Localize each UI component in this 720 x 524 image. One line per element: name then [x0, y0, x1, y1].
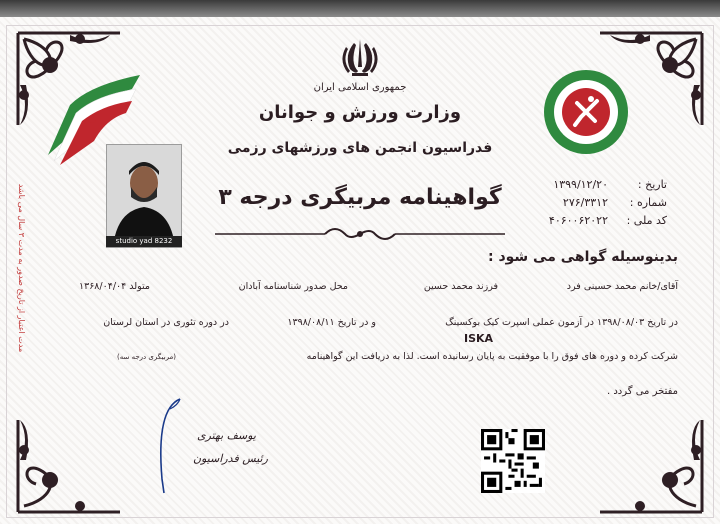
completion-text: شرکت کرده و دوره های فوق را با موفقیت به پایان رسانیده است. لذا به دریافت این گواهینامه — [306, 351, 678, 362]
national-code-value: ۴۰۶۰۰۶۲۰۲۲ — [548, 214, 608, 227]
intro-text: بدینوسیله گواهی می شود : — [487, 249, 678, 265]
date-label: تاریخ : — [637, 178, 667, 191]
number-value: ۲۷۶/۳۳۱۲ — [562, 196, 608, 209]
title-divider-ornament — [215, 223, 505, 245]
photo-caption: studio yad 8232 — [106, 236, 182, 247]
honored-text: مفتخر می گردد . — [607, 386, 678, 397]
issue-place: محل صدور شناسنامه آبادان — [238, 281, 348, 292]
exam-theory-date: و در تاریخ ۱۳۹۸/۰۸/۱۱ — [287, 317, 376, 328]
birth-date: متولد ۱۳۶۸/۰۴/۰۴ — [79, 281, 150, 292]
qr-code-icon — [481, 429, 545, 493]
iska-text: ISKA — [464, 332, 494, 345]
window-top-bar — [0, 0, 720, 17]
federation-text: فدراسیون انجمن های ورزشهای رزمی — [227, 140, 493, 156]
date-value: ۱۳۹۹/۱۲/۲۰ — [553, 178, 608, 191]
corner-ornament-bottom-left — [10, 410, 130, 520]
holder-photo — [106, 144, 182, 248]
republic-text: جمهوری اسلامی ایران — [313, 82, 407, 93]
exam-theory-place: در دوره تئوری در استان لرستان — [103, 317, 229, 328]
federation-logo-icon — [541, 67, 631, 157]
signatory-role: رئیس فدراسیون — [193, 452, 268, 465]
father-name: فرزند محمد حسین — [423, 281, 498, 292]
exam-practical: در تاریخ ۱۳۹۸/۰۸/۰۳ در آزمون عملی اسپرت کیک بوکسینگ — [445, 317, 678, 328]
signatory-name: یوسف بهتری — [197, 429, 256, 442]
certificate-title: گواهینامه مربیگری درجه ۳ — [218, 185, 502, 210]
certificate — [0, 17, 720, 524]
ministry-text: وزارت ورزش و جوانان — [258, 102, 462, 123]
corner-ornament-bottom-right — [590, 410, 710, 520]
holder-name: آقای/خانم محمد حسینی فرد — [566, 281, 678, 292]
number-label: شماره : — [629, 196, 667, 209]
validity-side-note: مدت اعتبار از تاریخ صدور به مدت ۳ سال می باشد — [17, 183, 26, 353]
signature-mark — [150, 389, 260, 499]
national-code-label: کد ملی : — [626, 214, 667, 227]
iran-emblem-icon — [340, 37, 380, 79]
completion-degree: (مربیگری درجه سه) — [117, 353, 176, 361]
